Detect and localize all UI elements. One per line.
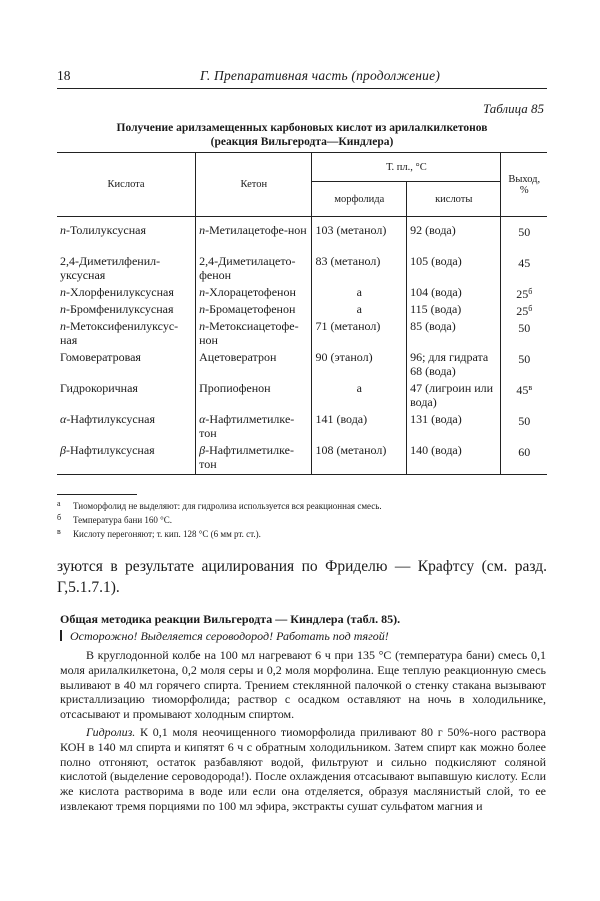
cell-acid <box>57 381 196 412</box>
ketone-name: Пропиофенон <box>199 381 271 395</box>
cell-yield <box>501 350 547 381</box>
acid-prefix: n <box>60 285 66 299</box>
yield-value: 50 <box>518 414 531 428</box>
cell-morpholide: 108 (метанол) <box>312 443 407 475</box>
cell-morpholide: 141 (вода) <box>312 412 407 443</box>
col-header-morpholide: морфолида <box>312 182 407 217</box>
table-row <box>57 381 547 412</box>
yield-value: 45 <box>518 256 531 270</box>
cell-morpholide: а <box>312 302 407 319</box>
footnote-b <box>57 512 547 526</box>
footnote-a <box>57 498 547 512</box>
cell-ketone <box>196 223 312 254</box>
cell-yield <box>501 412 547 443</box>
ketone-name: -Метилацетофе-нон <box>205 223 307 237</box>
ketone-prefix: β <box>199 443 206 457</box>
cell-morpholide: а <box>312 285 407 302</box>
ketone-name: Ацетовератрон <box>199 350 277 364</box>
col-header-acid: Кислота <box>57 153 196 217</box>
cell-ketone <box>196 285 312 302</box>
hydrolysis-text: К 0,1 моля неочищенного тиоморфолида приливают 80 г 50%-ного раствора КОН в 140 мл спирта и кипятят 6 ч с обратным холодильником. Затем спирт как можно более полно отгоняют, остаток разбавляют водой, фильтруют и сильно подкисляют соляной кислотой (выделение сероводорода!). После охлаждения отсасывают выпавшую кислоту. Если же кислота растворима в воде или если она отделяется, образуя маслянистый слой, то ее извлекают тремя порциями по 100 мл эфира, экстракты сушат сульфатом магния и <box>60 725 546 813</box>
table-number: Таблица 85 <box>482 101 544 116</box>
col-header-acids: кислоты <box>407 182 501 217</box>
cell-acid <box>57 223 196 254</box>
cell-morpholide: а <box>312 381 407 412</box>
table-row <box>57 285 547 302</box>
acid-prefix: β <box>60 443 66 457</box>
yield-footnote-mark: в <box>528 383 533 392</box>
cell-acid <box>57 319 196 350</box>
cell-acid <box>57 302 196 319</box>
yield-value: 45 <box>516 383 529 397</box>
footnote-c <box>57 526 547 540</box>
cell-ketone <box>196 381 312 412</box>
cell-ketone <box>196 412 312 443</box>
warning-bar-icon <box>60 630 62 641</box>
ketone-name: -Нафтилметилке-тон <box>199 412 295 440</box>
acid-prefix: n <box>60 319 66 333</box>
acid-name: Гомовератровая <box>60 350 141 364</box>
acid-name: 2,4-Диметилфенил-уксусная <box>60 254 161 282</box>
cell-yield <box>501 254 547 285</box>
table-row <box>57 350 547 381</box>
cell-ketone <box>196 443 312 475</box>
table-caption-line1: Получение арилзамещенных карбоновых кислот из арилалкилкетонов <box>116 122 488 134</box>
reaction-table <box>57 152 547 475</box>
hydrolysis-label: Гидролиз. <box>86 725 136 739</box>
table-row <box>57 443 547 475</box>
ketone-name: -Метоксиацетофе-нон <box>199 319 299 347</box>
table-caption <box>60 121 544 149</box>
footnote-text: Температура бани 160 °С. <box>73 515 173 525</box>
cell-acid-mp: 131 (вода) <box>407 412 501 443</box>
warning-line <box>60 629 550 644</box>
cell-yield <box>501 381 547 412</box>
cell-yield <box>501 302 547 319</box>
cell-yield <box>501 223 547 254</box>
continuation-text: зуются в результате ацилирования по Фриделю — Крафтсу (см. разд. Г,5.1.7.1). <box>57 558 547 596</box>
cell-acid-mp: 104 (вода) <box>407 285 501 302</box>
footnote-mark: в <box>57 527 61 536</box>
ketone-prefix: n <box>199 319 206 333</box>
table-row <box>57 319 547 350</box>
footnote-mark: а <box>57 499 61 508</box>
section-title: Общая методика реакции Вильгеродта — Киндлера (табл. 85). <box>60 612 401 626</box>
ketone-name: -Хлорацетофенон <box>205 285 296 299</box>
cell-acid <box>57 285 196 302</box>
cell-acid <box>57 412 196 443</box>
cell-ketone <box>196 254 312 285</box>
cell-acid-mp: 115 (вода) <box>407 302 501 319</box>
yield-footnote-mark: б <box>528 287 533 296</box>
ketone-name: -Бромацетофенон <box>205 302 296 316</box>
cell-acid-mp: 92 (вода) <box>407 223 501 254</box>
cell-acid-mp: 85 (вода) <box>407 319 501 350</box>
cell-acid-mp: 140 (вода) <box>407 443 501 475</box>
table-row <box>57 254 547 285</box>
col-header-ketone: Кетон <box>196 153 312 217</box>
table-row <box>57 302 547 319</box>
acid-prefix: n <box>60 223 66 237</box>
yield-value: 50 <box>518 321 531 335</box>
cell-acid <box>57 350 196 381</box>
page-header <box>57 68 547 88</box>
cell-ketone <box>196 319 312 350</box>
acid-name: Гидрокоричная <box>60 381 138 395</box>
acid-name: -Нафтилуксусная <box>65 443 155 457</box>
cell-morpholide: 71 (метанол) <box>312 319 407 350</box>
footnote-rule <box>57 494 137 495</box>
warning-text: Осторожно! Выделяется сероводород! Работать под тягой! <box>70 629 389 643</box>
cell-ketone <box>196 350 312 381</box>
page-number: 18 <box>57 68 71 83</box>
acid-name: -Бромфенилуксусная <box>66 302 174 316</box>
acid-prefix: α <box>60 412 67 426</box>
ketone-name: -Нафтилметилке-тон <box>199 443 294 471</box>
footnote-text: Кислоту перегоняют; т. кип. 128 °С (6 мм рт. ст.). <box>73 529 261 539</box>
cell-acid <box>57 254 196 285</box>
cell-morpholide: 83 (метанол) <box>312 254 407 285</box>
ketone-prefix: n <box>199 302 206 316</box>
cell-yield <box>501 319 547 350</box>
running-title: Г. Препаративная часть (продолжение) <box>200 68 441 83</box>
ketone-name: 2,4-Диметилацето-фенон <box>199 254 296 282</box>
table-caption-line2: (реакция Вильгеродта—Киндлера) <box>210 136 394 148</box>
table-row <box>57 223 547 254</box>
acid-name: -Нафтилуксусная <box>66 412 156 426</box>
table-row <box>57 412 547 443</box>
cell-acid-mp: 105 (вода) <box>407 254 501 285</box>
cell-morpholide: 90 (этанол) <box>312 350 407 381</box>
yield-footnote-mark: б <box>528 304 533 313</box>
yield-value: 50 <box>518 225 531 239</box>
col-header-mp: Т. пл., °С <box>312 153 501 182</box>
cell-acid-mp: 96; для гидрата 68 (вода) <box>407 350 501 381</box>
yield-value: 60 <box>518 445 531 459</box>
yield-value: 25 <box>516 287 529 301</box>
paragraph-procedure: В круглодонной колбе на 100 мл нагревают 6 ч при 135 °С (температура бани) смесь 0,1 моля арилалкилкетона, 0,2 моля серы и 0,2 моля морфолина. Еще теплую реакционную смесь выливают в 40 мл горячего спирта. Трением стеклянной палочкой о стенку стакана вызывают кристаллизацию тиоморфолида; раствор с осадком оставляют на ночь в холодильнике, отсасывают и промывают холодным спиртом. <box>60 648 546 722</box>
cell-acid <box>57 443 196 475</box>
col-header-yield: Выход, % <box>501 153 547 217</box>
ketone-prefix: α <box>199 412 206 426</box>
cell-morpholide: 103 (метанол) <box>312 223 407 254</box>
header-rule <box>57 88 547 89</box>
acid-prefix: n <box>60 302 66 316</box>
ketone-prefix: n <box>199 285 206 299</box>
footnote-mark: б <box>57 513 62 522</box>
cell-yield <box>501 285 547 302</box>
yield-value: 25 <box>516 304 529 318</box>
cell-acid-mp: 47 (лигроин или вода) <box>407 381 501 412</box>
acid-name: -Толилуксусная <box>66 223 146 237</box>
cell-ketone <box>196 302 312 319</box>
table-body <box>57 217 547 475</box>
acid-name: -Хлорфенилуксусная <box>66 285 174 299</box>
cell-yield <box>501 443 547 475</box>
acid-name: -Метоксифенилуксус-ная <box>60 319 179 347</box>
footnote-text: Тиоморфолид не выделяют: для гидролиза используется вся реакционная смесь. <box>73 501 382 511</box>
paragraph-hydrolysis <box>60 725 546 814</box>
ketone-prefix: n <box>199 223 206 237</box>
yield-value: 50 <box>518 352 531 366</box>
